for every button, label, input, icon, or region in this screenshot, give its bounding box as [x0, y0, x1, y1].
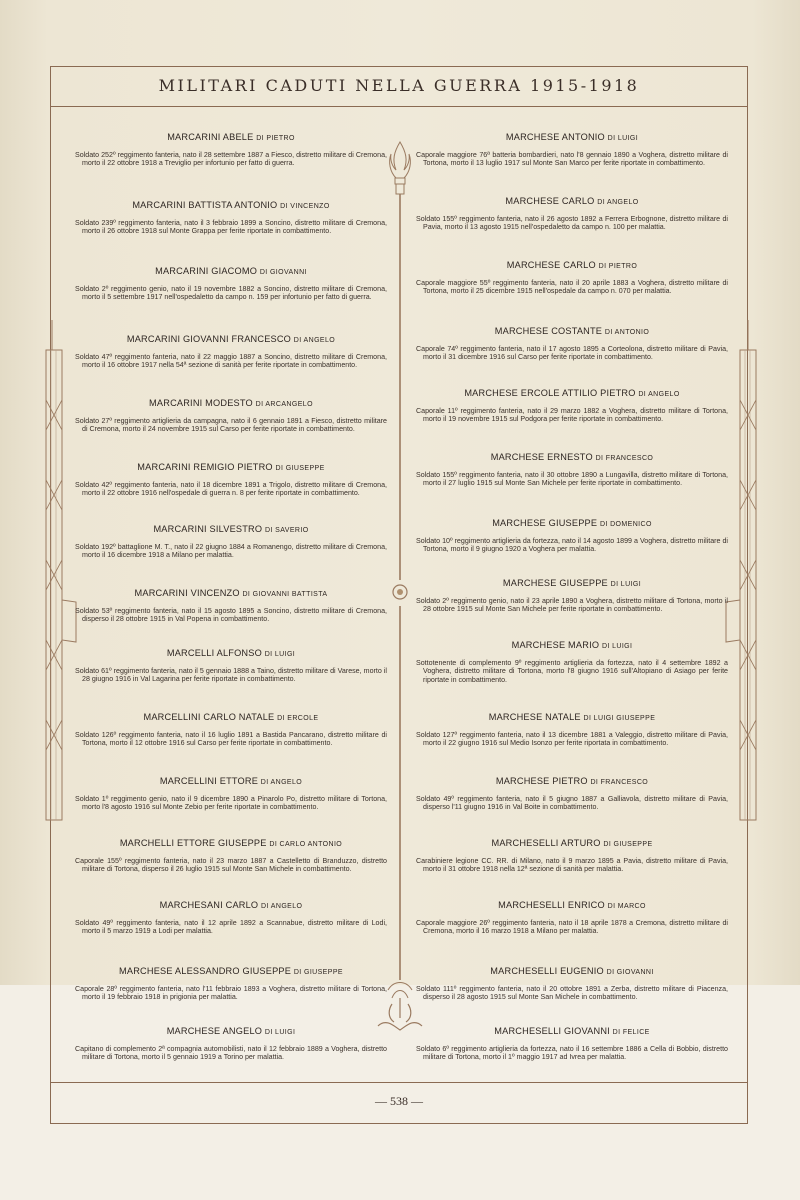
casualty-name	[75, 588, 387, 598]
casualty-parent-name: DI ANGELO	[260, 779, 303, 786]
casualty-description: Soldato 2º reggimento genio, nato il 19 novembre 1882 a Soncino, distretto militare di Cremona, morto il 5 settembre 1917 nell'ospedaletto da campo n. 159 per infortunio per fatto di guerra.	[75, 285, 387, 302]
casualty-parent-name: DI FELICE	[612, 1029, 650, 1036]
casualty-family-name: MARCHESE ALESSANDRO GIUSEPPE	[119, 966, 292, 976]
casualty-name	[416, 326, 728, 336]
casualty-family-name: MARCELLINI ETTORE	[159, 776, 259, 786]
casualty-family-name: MARCARINI GIACOMO	[155, 266, 258, 276]
casualty-parent-name: DI PIETRO	[598, 263, 638, 270]
casualty-name	[75, 398, 387, 408]
casualty-description: Soldato 126º reggimento fanteria, nato il 16 luglio 1891 a Bastida Pancarano, distretto militare di Tortona, morto il 12 ottobre 1916 sul Carso per ferite riportate in combattimento.	[75, 731, 387, 748]
casualty-family-name: MARCARINI MODESTO	[149, 398, 253, 408]
casualty-family-name: MARCHESE PIETRO	[495, 776, 588, 786]
casualty-parent-name: DI LUIGI	[610, 581, 642, 588]
casualty-name	[416, 966, 728, 976]
casualty-parent-name: DI SAVERIO	[265, 527, 309, 534]
casualty-name	[416, 712, 728, 722]
casualty-name	[416, 452, 728, 462]
casualty-family-name: MARCELLI ALFONSO	[166, 648, 262, 658]
casualty-parent-name: DI VINCENZO	[280, 203, 330, 210]
casualty-entry	[416, 518, 728, 554]
casualty-entry	[416, 966, 728, 1002]
casualty-name	[75, 200, 387, 210]
casualty-family-name: MARCHESE COSTANTE	[494, 326, 603, 336]
casualty-entry	[75, 462, 387, 498]
casualty-family-name: MARCHESE ANTONIO	[505, 132, 605, 142]
page-title: MILITARI CADUTI NELLA GUERRA 1915-1918	[158, 76, 640, 95]
casualty-description: Soldato 111º reggimento fanteria, nato il 20 ottobre 1891 a Zerba, distretto militare di Piacenza, disperso il 28 agosto 1915 sul Monte San Michele in combattimento.	[416, 985, 728, 1002]
casualty-parent-name: DI ANGELO	[597, 199, 639, 206]
left-fasces-ornament	[40, 320, 80, 840]
central-torch-ornament	[386, 140, 414, 1000]
casualty-family-name: MARCHESE GIUSEPPE	[492, 518, 598, 528]
casualty-name	[75, 838, 387, 848]
casualty-entry	[75, 334, 387, 370]
casualty-family-name: MARCHELLI ETTORE GIUSEPPE	[119, 838, 267, 848]
casualty-parent-name: DI CARLO ANTONIO	[269, 841, 343, 848]
casualty-description: Soldato 61º reggimento fanteria, nato il 5 gennaio 1888 a Taino, distretto militare di Varese, morto il 28 giugno 1916 in Val Lagarina per ferite riportate in combattimento.	[75, 667, 387, 684]
casualty-description: Carabiniere legione CC. RR. di Milano, nato il 9 marzo 1895 a Pavia, distretto militare di Pavia, morto il 31 ottobre 1918 nella 12ª sezione di sanità per malattia.	[416, 857, 728, 874]
casualty-description: Soldato 1º reggimento genio, nato il 9 dicembre 1890 a Pinarolo Po, distretto militare di Tortona, morto l'8 agosto 1916 sul Monte Zebio per ferite riportate in combattimento.	[75, 795, 387, 812]
casualty-family-name: MARCARINI REMIGIO PIETRO	[137, 462, 273, 472]
casualty-family-name: MARCELLINI CARLO NATALE	[143, 712, 275, 722]
casualty-family-name: MARCARINI SILVESTRO	[153, 524, 263, 534]
casualty-description: Soldato 10º reggimento artiglieria da fortezza, nato il 14 agosto 1899 a Voghera, distretto militare di Tortona, morto il 9 giugno 1920 a Voghera per malattia.	[416, 537, 728, 554]
casualty-family-name: MARCHESE MARIO	[511, 640, 600, 650]
casualty-parent-name: DI LUIGI	[601, 643, 633, 650]
casualty-name	[416, 132, 728, 142]
casualty-family-name: MARCHESE NATALE	[488, 712, 581, 722]
casualty-entry	[75, 900, 387, 936]
casualty-family-name: MARCHESE ERCOLE ATTILIO PIETRO	[464, 388, 636, 398]
casualty-family-name: MARCHESE GIUSEPPE	[502, 578, 608, 588]
casualty-parent-name: DI GIUSEPPE	[603, 841, 653, 848]
casualty-entry	[416, 326, 728, 362]
casualty-name	[416, 900, 728, 910]
casualty-description: Caporale maggiore 76ª batteria bombardieri, nato l'8 gennaio 1890 a Voghera, distretto militare di Tortona, morto il 13 luglio 1917 sul Monte San Marco per ferite riportate in combattimento.	[416, 151, 728, 168]
casualty-name	[416, 838, 728, 848]
casualty-name	[75, 776, 387, 786]
casualty-parent-name: DI GIUSEPPE	[293, 969, 343, 976]
casualty-parent-name: DI ARCANGELO	[255, 401, 313, 408]
casualty-name	[416, 196, 728, 206]
casualty-description: Soldato 127º reggimento fanteria, nato il 13 dicembre 1881 a Valeggio, distretto militare di Pavia, morto il 22 giugno 1916 sul Medio Isonzo per ferite riportata in combattimento.	[416, 731, 728, 748]
casualty-description: Soldato 239º reggimento fanteria, nato il 3 febbraio 1899 a Soncino, distretto militare di Cremona, morto il 26 ottobre 1918 sul Monte Grappa per ferite riportate in combattimento.	[75, 219, 387, 236]
casualty-family-name: MARCHESELLI ARTURO	[491, 838, 601, 848]
footer-rule	[50, 1082, 748, 1083]
casualty-entry	[75, 398, 387, 434]
casualty-name	[416, 260, 728, 270]
casualty-parent-name: DI LUIGI	[264, 1029, 296, 1036]
casualty-parent-name: DI LUIGI	[264, 651, 296, 658]
casualty-parent-name: DI GIOVANNI BATTISTA	[242, 591, 328, 598]
casualty-entry	[416, 838, 728, 874]
casualty-description: Caporale 28º reggimento fanteria, nato l'11 febbraio 1893 a Voghera, distretto militare di Tortona, morto il 19 febbraio 1918 in prigionia per malattia.	[75, 985, 387, 1002]
casualty-family-name: MARCARINI VINCENZO	[134, 588, 240, 598]
casualty-parent-name: DI GIOVANNI	[606, 969, 654, 976]
casualty-parent-name: DI LUIGI	[607, 135, 639, 142]
casualty-entry	[416, 578, 728, 614]
casualty-entry	[416, 132, 728, 168]
casualty-name	[416, 1026, 728, 1036]
casualty-name	[75, 1026, 387, 1036]
page-number: — 538 —	[375, 1094, 423, 1108]
casualty-entry	[416, 712, 728, 748]
casualty-name	[75, 648, 387, 658]
casualty-family-name: MARCARINI BATTISTA ANTONIO	[132, 200, 278, 210]
casualty-parent-name: DI GIUSEPPE	[275, 465, 325, 472]
casualty-description: Soldato 192º battaglione M. T., nato il 22 giugno 1884 a Romanengo, distretto militare di Cremona, morto il 16 dicembre 1918 a Milano per malattia.	[75, 543, 387, 560]
casualty-family-name: MARCHESE CARLO	[506, 260, 596, 270]
casualty-entry	[75, 1026, 387, 1062]
casualty-parent-name: DI ANGELO	[638, 391, 680, 398]
right-fasces-ornament	[722, 320, 762, 840]
casualty-description: Soldato 27º reggimento artiglieria da campagna, nato il 6 gennaio 1891 a Fiesco, distretto militare di Cremona, morto il 24 novembre 1915 sul Carso per ferite riportate in combattimento.	[75, 417, 387, 434]
casualty-description: Soldato 47º reggimento fanteria, nato il 22 maggio 1887 a Soncino, distretto militare di Cremona, morto il 16 ottobre 1917 nella 54ª sezione di sanità per ferite riportate in combattimento.	[75, 353, 387, 370]
casualty-parent-name: DI ANGELO	[261, 903, 303, 910]
casualty-description: Caporale 155º reggimento fanteria, nato il 23 marzo 1887 a Castelletto di Branduzzo, distretto militare di Tortona, disperso il 26 luglio 1915 sul Monte San Michele in combattimento.	[75, 857, 387, 874]
casualty-description: Caporale 74º reggimento fanteria, nato il 17 agosto 1895 a Corteolona, distretto militare di Pavia, morto il 31 dicembre 1916 sul Carso per ferite riportate in combattimento.	[416, 345, 728, 362]
casualty-name	[75, 132, 387, 142]
casualty-name	[75, 524, 387, 534]
casualty-name	[75, 266, 387, 276]
casualty-entry	[75, 648, 387, 684]
casualty-description: Caporale 11º reggimento fanteria, nato il 29 marzo 1882 a Voghera, distretto militare di Tortona, morto il 19 novembre 1915 sul Podgora per ferite riportate in combattimento.	[416, 407, 728, 424]
casualty-description: Soldato 2º reggimento genio, nato il 23 aprile 1890 a Voghera, distretto militare di Tortona, morto il 28 ottobre 1915 sul Monte San Michele per ferite riportate in combattimento.	[416, 597, 728, 614]
casualty-family-name: MARCHESE CARLO	[505, 196, 595, 206]
casualty-entry	[416, 900, 728, 936]
casualty-entry	[416, 260, 728, 296]
casualty-parent-name: DI MARCO	[607, 903, 646, 910]
casualty-entry	[416, 640, 728, 684]
casualty-name	[416, 518, 728, 528]
casualty-description: Soldato 6º reggimento artiglieria da fortezza, nato il 16 settembre 1886 a Cella di Bobbio, distretto militare di Tortona, morto il 1º maggio 1917 ad Ivrea per malattia.	[416, 1045, 728, 1062]
casualty-parent-name: DI GIOVANNI	[259, 269, 307, 276]
casualty-family-name: MARCARINI ABELE	[167, 132, 254, 142]
casualty-name	[75, 900, 387, 910]
casualty-family-name: MARCHESELLI EUGENIO	[490, 966, 604, 976]
casualty-name	[416, 578, 728, 588]
casualty-family-name: MARCHESE ERNESTO	[490, 452, 593, 462]
casualty-entry	[416, 776, 728, 812]
casualty-entry	[75, 712, 387, 748]
casualty-name	[75, 712, 387, 722]
casualty-description: Soldato 252º reggimento fanteria, nato il 28 settembre 1887 a Fiesco, distretto militare di Cremona, morto il 22 ottobre 1918 a Treviglio per infortunio per fatto di guerra.	[75, 151, 387, 168]
casualty-entry	[75, 588, 387, 624]
casualty-parent-name: DI ERCOLE	[277, 715, 319, 722]
casualty-description: Capitano di complemento 2ª compagnia automobilisti, nato il 12 febbraio 1889 a Voghera, distretto militare di Tortona, morto il 5 gennaio 1919 a Torino per malattia.	[75, 1045, 387, 1062]
casualty-description: Soldato 155º reggimento fanteria, nato il 26 agosto 1892 a Ferrera Erbognone, distretto militare di Pavia, morto il 13 agosto 1915 nell'ospedaletto da campo n. 100 per malattia.	[416, 215, 728, 232]
casualty-entry	[75, 524, 387, 560]
casualty-entry	[416, 388, 728, 424]
casualty-name	[416, 776, 728, 786]
casualty-name	[416, 640, 728, 650]
casualty-family-name: MARCARINI GIOVANNI FRANCESCO	[126, 334, 292, 344]
casualty-entry	[75, 966, 387, 1002]
casualty-entry	[416, 452, 728, 488]
casualty-parent-name: DI PIETRO	[256, 135, 295, 142]
casualty-family-name: MARCHESELLI GIOVANNI	[494, 1026, 610, 1036]
casualty-entry	[416, 1026, 728, 1062]
casualty-parent-name: DI FRANCESCO	[590, 779, 649, 786]
casualty-family-name: MARCHESELLI ENRICO	[498, 900, 605, 910]
casualty-entry	[75, 776, 387, 812]
casualty-parent-name: DI ANTONIO	[604, 329, 650, 336]
casualty-description: Soldato 49º reggimento fanteria, nato il 5 giugno 1887 a Galliavola, distretto militare di Pavia, disperso l'11 giugno 1916 in Val Boite in combattimento.	[416, 795, 728, 812]
header-rule	[50, 106, 748, 107]
casualty-family-name: MARCHESE ANGELO	[166, 1026, 263, 1036]
casualty-description: Soldato 155º reggimento fanteria, nato il 30 ottobre 1890 a Lungavilla, distretto militare di Tortona, morto il 27 luglio 1915 sul Monte San Michele per ferite riportate in combattimento.	[416, 471, 728, 488]
casualty-name	[416, 388, 728, 398]
casualty-description: Caporale maggiore 55º reggimento fanteria, nato il 20 aprile 1883 a Voghera, distretto militare di Tortona, morto il 25 dicembre 1915 nell'ospedale da campo n. 070 per malattia.	[416, 279, 728, 296]
casualty-parent-name: DI DOMENICO	[599, 521, 652, 528]
casualty-entry	[75, 838, 387, 874]
casualty-parent-name: DI FRANCESCO	[595, 455, 654, 462]
casualty-description: Sottotenente di complemento 9º reggimento artiglieria da fortezza, nato il 4 settembre 1892 a Voghera, distretto militare di Tortona, morto l'8 giugno 1916 sull'Altopiano di Asiago per ferite riportate in combattimento.	[416, 659, 728, 684]
casualty-entry	[75, 132, 387, 168]
casualty-description: Caporale maggiore 26º reggimento fanteria, nato il 18 aprile 1878 a Cremona, distretto militare di Cremona, morto il 16 marzo 1918 a Milano per malattia.	[416, 919, 728, 936]
casualty-description: Soldato 49º reggimento fanteria, nato il 12 aprile 1892 a Scannabue, distretto militare di Lodi, morto il 5 marzo 1919 a Lodi per malattia.	[75, 919, 387, 936]
casualty-entry	[75, 266, 387, 302]
casualty-parent-name: DI LUIGI GIUSEPPE	[583, 715, 656, 722]
casualty-name	[75, 334, 387, 344]
casualty-entry	[416, 196, 728, 232]
casualty-description: Soldato 53º reggimento fanteria, nato il 15 agosto 1895 a Soncino, distretto militare di Cremona, disperso il 28 ottobre 1915 in Val Popena in combattimento.	[75, 607, 387, 624]
casualty-family-name: MARCHESANI CARLO	[159, 900, 259, 910]
casualty-parent-name: DI ANGELO	[293, 337, 336, 344]
casualty-name	[75, 462, 387, 472]
casualty-name	[75, 966, 387, 976]
casualty-entry	[75, 200, 387, 236]
casualty-description: Soldato 42º reggimento fanteria, nato il 18 dicembre 1891 a Trigolo, distretto militare di Cremona, morto il 22 ottobre 1916 nell'ospedale di guerra n. 8 per ferite riportate in combattimento.	[75, 481, 387, 498]
